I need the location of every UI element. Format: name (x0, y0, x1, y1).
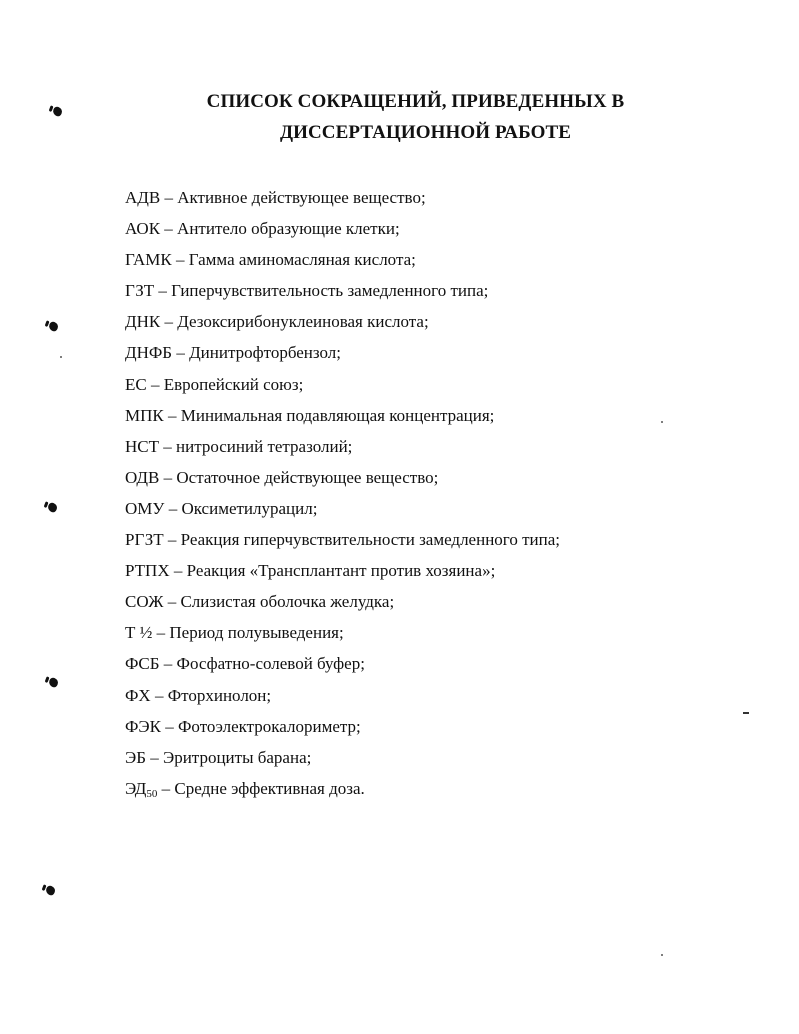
scan-speck (60, 356, 62, 358)
abbreviation-term: РТПХ (125, 561, 170, 581)
list-item (125, 431, 725, 462)
list-item (125, 337, 725, 368)
list-item (125, 586, 725, 617)
list-item (125, 555, 725, 586)
title-line-2: ДИССЕРТАЦИОННОЙ РАБОТЕ (279, 122, 572, 143)
list-item (125, 773, 725, 804)
list-item (125, 306, 725, 337)
list-item (125, 369, 725, 400)
abbreviation-definition: – Гамма аминомасляная кислота; (171, 250, 416, 270)
abbreviation-term: ДНК (125, 312, 161, 332)
abbreviation-definition: – Дезоксирибонуклеиновая кислота; (160, 312, 429, 332)
abbreviation-definition: – Динитрофторбензол; (172, 343, 341, 363)
abbreviation-definition: – Активное действующее вещество; (160, 188, 426, 207)
abbreviation-term: Т ½ (125, 623, 153, 643)
abbreviation-definition: – Реакция «Трансплантант против хозяина»; (169, 561, 496, 581)
scan-speck (743, 712, 749, 714)
list-item (125, 648, 725, 679)
list-item (125, 462, 725, 493)
list-item (125, 493, 725, 524)
list-item (125, 400, 725, 431)
abbreviation-term: АДВ (125, 188, 161, 207)
abbreviation-term: ЕС (125, 374, 147, 394)
abbreviation-term: ЭБ (125, 747, 146, 767)
abbreviation-definition: – Фторхинолон; (150, 685, 272, 705)
list-item (125, 213, 725, 244)
punch-hole-mark (48, 321, 60, 333)
punch-hole-mark (45, 885, 57, 897)
abbreviation-subscript: 50 (146, 787, 158, 800)
abbreviation-definition: – Эритроциты барана; (145, 747, 312, 767)
scan-speck (661, 954, 663, 956)
abbreviation-term: ЭД (125, 778, 147, 798)
abbreviation-term: ОМУ (125, 498, 165, 518)
punch-hole-mark (47, 502, 59, 514)
abbreviation-term: НСТ (125, 436, 159, 456)
abbreviation-term: СОЖ (125, 592, 164, 612)
list-item (125, 680, 725, 711)
list-item (125, 182, 725, 213)
abbreviation-definition: – Фосфатно-солевой буфер; (159, 654, 365, 674)
abbreviation-term: ФСБ (125, 654, 160, 674)
page-title (0, 86, 799, 148)
abbreviation-term: ФХ (125, 685, 151, 705)
list-item (125, 711, 725, 742)
abbreviation-definition: – Период полувыведения; (152, 623, 344, 643)
abbreviation-definition: – Фотоэлектрокалориметр; (161, 716, 361, 736)
list-item (125, 244, 725, 275)
abbreviation-definition: – Средне эффективная доза. (157, 778, 365, 798)
abbreviation-definition: – Минимальная подавляющая концентрация; (163, 405, 495, 425)
abbreviation-definition: – Антитело образующие клетки; (160, 219, 400, 239)
abbreviation-list (125, 182, 725, 804)
abbreviation-definition: – Европейский союз; (146, 374, 304, 394)
list-item (125, 524, 725, 555)
title-line-1: СПИСОК СОКРАЩЕНИЙ, ПРИВЕДЕННЫХ В (206, 91, 625, 112)
list-item (125, 742, 725, 773)
abbreviation-definition: – Остаточное действующее вещество; (159, 467, 439, 487)
abbreviation-definition: – Оксиметилурацил; (164, 498, 318, 518)
punch-hole-mark (48, 677, 60, 689)
abbreviation-term: ДНФБ (125, 343, 173, 363)
abbreviation-term: АОК (125, 219, 161, 239)
abbreviation-definition: – Реакция гиперчувствительности замедленного типа; (163, 530, 560, 550)
list-item (125, 275, 725, 306)
abbreviation-term: РГЗТ (125, 530, 164, 550)
abbreviation-term: ФЭК (125, 716, 161, 736)
list-item (125, 617, 725, 648)
abbreviation-definition: – Слизистая оболочка желудка; (163, 592, 395, 612)
abbreviation-definition: – Гиперчувствительность замедленного типа; (154, 281, 489, 301)
abbreviation-definition: – нитросиний тетразолий; (159, 436, 353, 456)
abbreviation-term: ОДВ (125, 467, 160, 487)
abbreviation-term: ГАМК (125, 250, 172, 270)
abbreviation-term: МПК (125, 405, 164, 425)
abbreviation-term: ГЗТ (125, 281, 155, 301)
